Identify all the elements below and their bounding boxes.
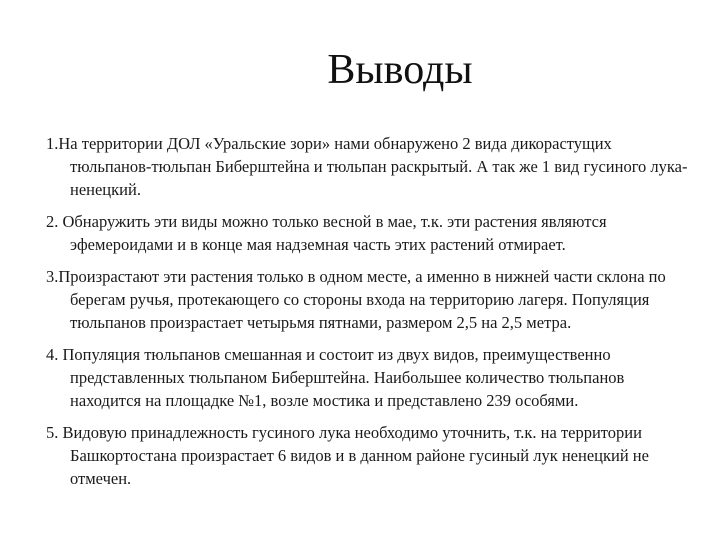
conclusion-item-4: 4. Популяция тюльпанов смешанная и состоит из двух видов, преимущественно представленных тюльпаном Биберштейна. Наибольшее количество тюльпанов находится на площадке №1, возле мостика и представлено 239 особями.: [46, 345, 625, 410]
conclusions-list: [46, 132, 696, 499]
conclusion-item-2: 2. Обнаружить эти виды можно только весной в мае, т.к. эти растения являются эфемероидами и в конце мая надземная часть этих растений отмирает.: [46, 212, 607, 254]
slide-title: Выводы: [327, 47, 473, 93]
conclusion-item-3: 3.Произрастают эти растения только в одном месте, а именно в нижней части склона по берегам ручья, протекающего со стороны входа на территорию лагеря. Популяция тюльпанов произрастает четырьмя пятнами, размером 2,5 на 2,5 метра.: [46, 267, 666, 332]
conclusion-item-1: 1.На территории ДОЛ «Уральские зори» нами обнаружено 2 вида дикорастущих тюльпанов-тюльпан Биберштейна и тюльпан раскрытый. А так же 1 вид гусиного лука-ненецкий.: [46, 134, 688, 199]
conclusion-item-5: 5. Видовую принадлежность гусиного лука необходимо уточнить, т.к. на территории Башкортостана произрастает 6 видов и в данном районе гусиный лук ненецкий не отмечен.: [46, 423, 649, 488]
